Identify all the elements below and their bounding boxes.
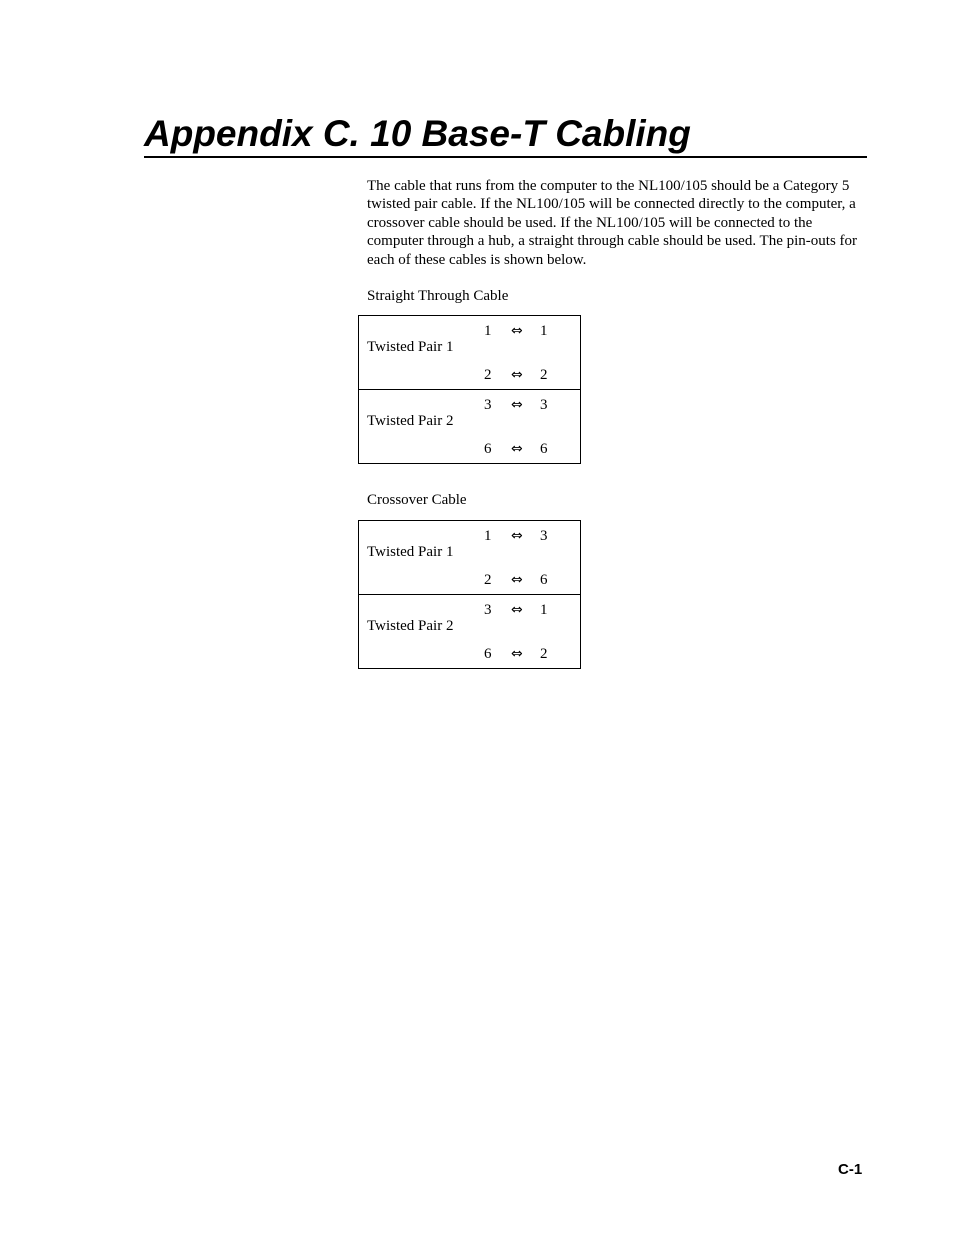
pair-label: Twisted Pair 1 xyxy=(367,544,454,560)
intro-paragraph: The cable that runs from the computer to the NL100/105 should be a Category 5 twisted pair cable. If the NL100/105 will be connected directly to the computer, a crossover cable should be used. If the NL100/105 will be connected to the computer through a hub, a straight through cable should be used. The pin-outs for each of these cables is shown below. xyxy=(367,178,858,268)
pin-to: 1 xyxy=(540,323,548,339)
twisted-pair-row xyxy=(359,521,580,594)
double-arrow-icon: ⇔ xyxy=(511,572,523,588)
pin-to: 3 xyxy=(540,397,548,413)
pin-from: 6 xyxy=(484,646,492,662)
page-number: C-1 xyxy=(838,1161,863,1178)
pin-to: 3 xyxy=(540,528,548,544)
double-arrow-icon: ⇔ xyxy=(511,602,523,618)
pin-from: 6 xyxy=(484,441,492,457)
pin-from: 3 xyxy=(484,602,492,618)
title-rule xyxy=(144,156,867,158)
pair-label: Twisted Pair 2 xyxy=(367,413,454,429)
pair-label: Twisted Pair 1 xyxy=(367,339,454,355)
pin-to: 6 xyxy=(540,441,548,457)
pin-from: 3 xyxy=(484,397,492,413)
pin-to: 1 xyxy=(540,602,548,618)
twisted-pair-row xyxy=(359,594,580,668)
double-arrow-icon: ⇔ xyxy=(511,397,523,413)
table-caption: Crossover Cable xyxy=(367,492,467,508)
pin-from: 1 xyxy=(484,528,492,544)
pin-from: 1 xyxy=(484,323,492,339)
pin-from: 2 xyxy=(484,367,492,383)
pin-to: 2 xyxy=(540,367,548,383)
double-arrow-icon: ⇔ xyxy=(511,441,523,457)
pin-to: 6 xyxy=(540,572,548,588)
page-title: Appendix C. 10 Base-T Cabling xyxy=(144,113,691,154)
double-arrow-icon: ⇔ xyxy=(511,323,523,339)
twisted-pair-row xyxy=(359,316,580,389)
double-arrow-icon: ⇔ xyxy=(511,367,523,383)
twisted-pair-row xyxy=(359,389,580,463)
pin-from: 2 xyxy=(484,572,492,588)
pin-to: 2 xyxy=(540,646,548,662)
double-arrow-icon: ⇔ xyxy=(511,646,523,662)
crossover-cable-table xyxy=(358,520,581,669)
table-caption: Straight Through Cable xyxy=(367,288,509,304)
double-arrow-icon: ⇔ xyxy=(511,528,523,544)
straight-through-cable-table xyxy=(358,315,581,464)
pair-label: Twisted Pair 2 xyxy=(367,618,454,634)
